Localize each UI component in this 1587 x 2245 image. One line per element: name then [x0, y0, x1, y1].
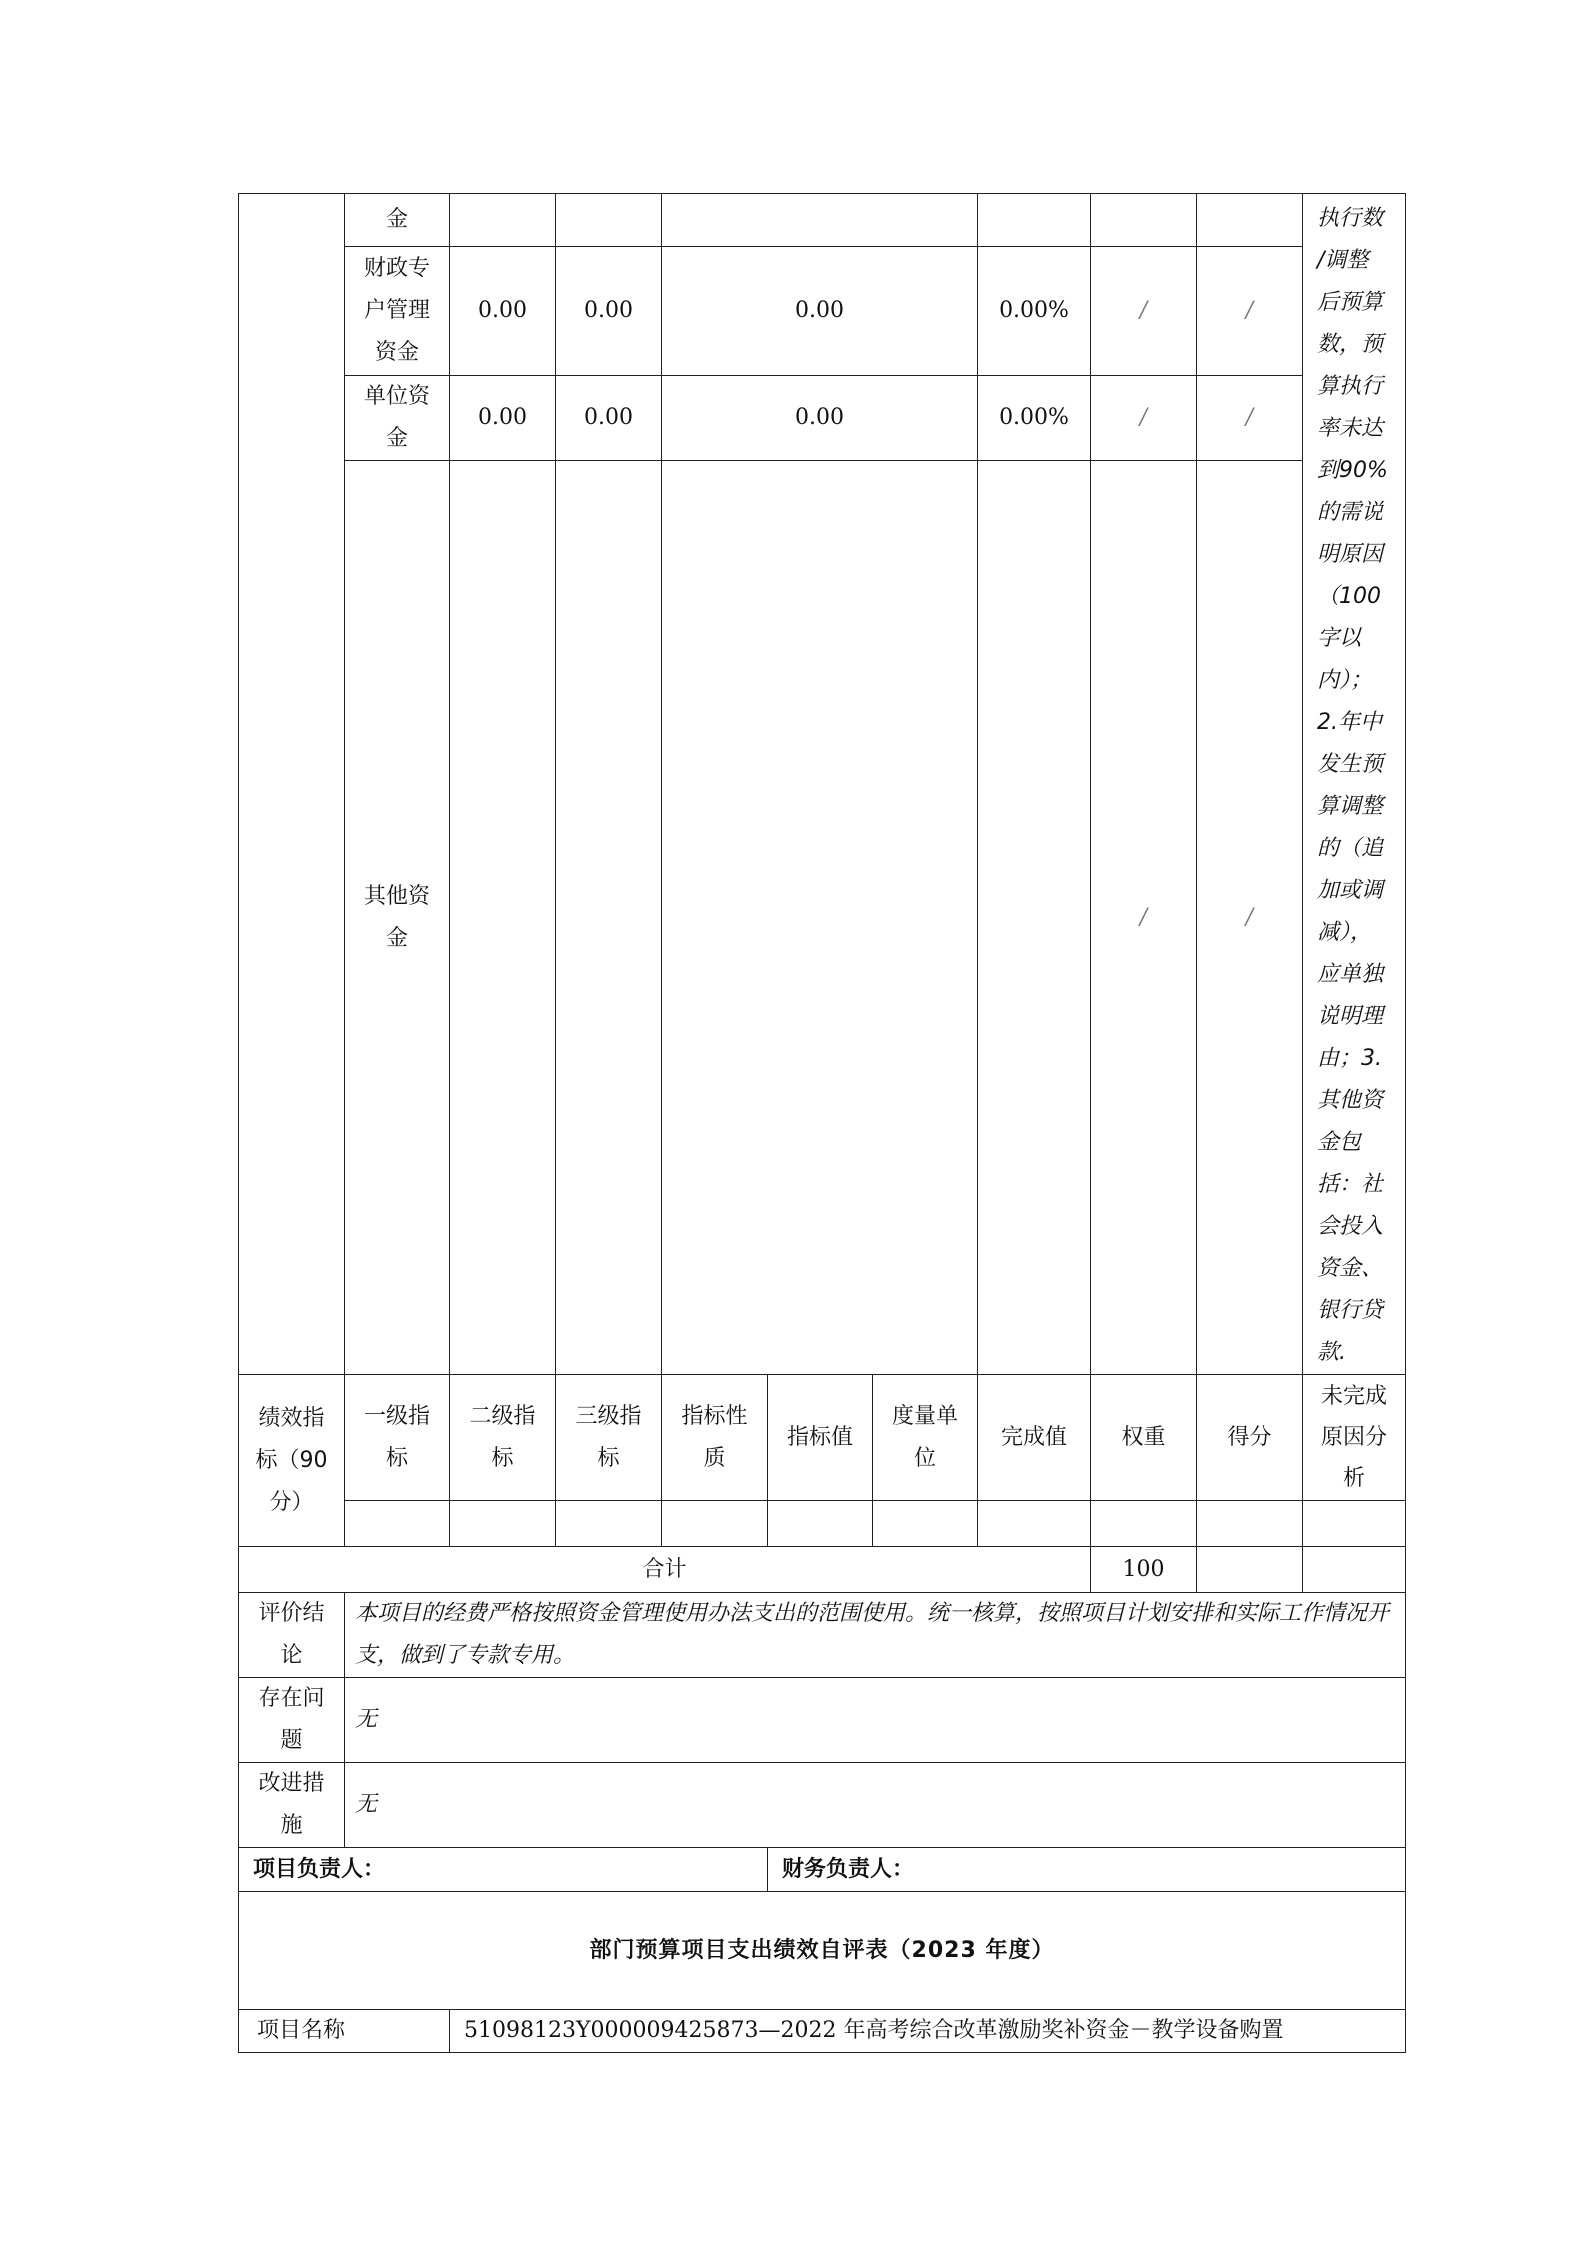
funding-row-special-account	[239, 247, 1406, 375]
indicator-section-label: 绩效指 标（90 分）	[239, 1375, 345, 1547]
improvements-text: 无	[345, 1763, 1406, 1848]
indicator-header: 度量单 位	[873, 1375, 978, 1501]
funding-score: /	[1197, 461, 1303, 1375]
finance-lead-signature: 财务负责人：	[768, 1848, 1406, 1892]
funding-weight: /	[1091, 247, 1197, 375]
funding-label: 单位资 金	[345, 375, 450, 461]
total-label: 合计	[239, 1547, 1091, 1593]
project-lead-signature: 项目负责人：	[239, 1848, 768, 1892]
indicator-header: 未完成 原因分 析	[1303, 1375, 1406, 1501]
funding-label: 其他资 金	[345, 461, 450, 1375]
project-name-row	[239, 2010, 1406, 2053]
indicator-header: 指标性 质	[662, 1375, 768, 1501]
funding-rate: 0.00%	[978, 375, 1091, 461]
indicator-header: 二级指 标	[450, 1375, 556, 1501]
funding-score: /	[1197, 375, 1303, 461]
form-title-row	[239, 1892, 1406, 2010]
indicator-data-row	[239, 1501, 1406, 1547]
problems-label: 存在问 题	[239, 1678, 345, 1763]
funding-value: 0.00	[662, 375, 978, 461]
improvements-row	[239, 1763, 1406, 1848]
evaluation-row	[239, 1593, 1406, 1678]
funding-row-unit	[239, 375, 1406, 461]
funding-value: 0.00	[662, 247, 978, 375]
funding-label: 金	[345, 194, 450, 247]
funding-value: 0.00	[556, 375, 662, 461]
indicator-header: 得分	[1197, 1375, 1303, 1501]
indicator-header: 完成值	[978, 1375, 1091, 1501]
funding-row-other	[239, 461, 1406, 1375]
indicator-header: 指标值	[768, 1375, 873, 1501]
indicator-header: 一级指 标	[345, 1375, 450, 1501]
indicator-header: 权重	[1091, 1375, 1197, 1501]
indicator-header-row	[239, 1375, 1406, 1501]
evaluation-label: 评价结 论	[239, 1593, 345, 1678]
signature-row	[239, 1848, 1406, 1892]
execution-rate-note: 执行数 /调整 后预算 数，预 算执行 率未达 到90% 的需说 明原因 （100 字以 内）； 2.年中 发生预 算调整 的（追 加或调 减）， 应单独 说明理 由；3. 其他资 金包 括：社 会投入 资金、 银行贷 款.	[1303, 194, 1406, 1375]
evaluation-text: 本项目的经费严格按照资金管理使用办法支出的范围使用。统一核算，按照项目计划安排和实际工作情况开支，做到了专款专用。	[345, 1593, 1406, 1678]
funding-score: /	[1197, 247, 1303, 375]
total-weight: 100	[1091, 1547, 1197, 1593]
indicator-header: 三级指 标	[556, 1375, 662, 1501]
performance-self-evaluation-table	[238, 193, 1406, 2053]
problems-text: 无	[345, 1678, 1406, 1763]
improvements-label: 改进措 施	[239, 1763, 345, 1848]
funding-weight: /	[1091, 461, 1197, 1375]
funding-weight: /	[1091, 375, 1197, 461]
funding-label: 财政专 户管理 资金	[345, 247, 450, 375]
funding-value: 0.00	[450, 375, 556, 461]
blank-cell	[239, 194, 345, 1375]
project-name-label: 项目名称	[239, 2010, 450, 2053]
problems-row	[239, 1678, 1406, 1763]
funding-rate: 0.00%	[978, 247, 1091, 375]
project-name-value: 51098123Y000009425873—2022 年高考综合改革激励奖补资金－教学设备购置	[450, 2010, 1406, 2053]
form-title: 部门预算项目支出绩效自评表（2023 年度）	[239, 1892, 1406, 2010]
funding-value: 0.00	[450, 247, 556, 375]
funding-row-continued	[239, 194, 1406, 247]
funding-value: 0.00	[556, 247, 662, 375]
total-row	[239, 1547, 1406, 1593]
